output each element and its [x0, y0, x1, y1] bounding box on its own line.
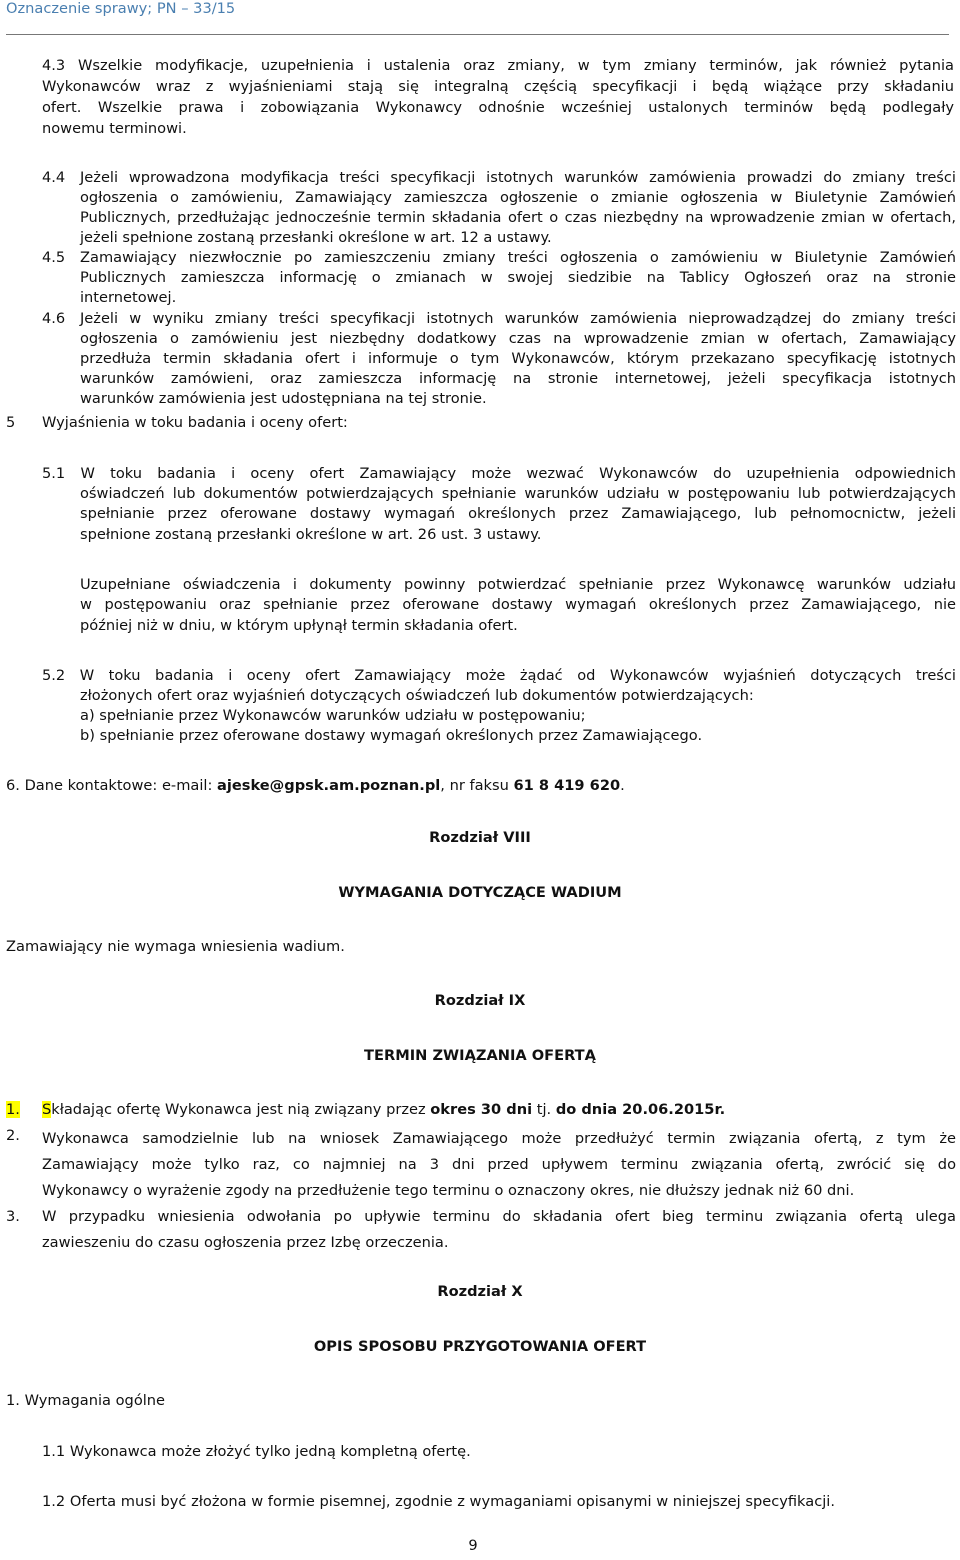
ch9-item-1-mid: tj.	[532, 1101, 556, 1118]
p4-6-line-3: przedłuża termin składania ofert i informuje o tym Wykonawców, którym przekazano specyfikację istotnych	[80, 350, 956, 367]
ch9-item-1-number-text: 1.	[6, 1101, 20, 1118]
p5-1b-line-1: Uzupełniane oświadczenia i dokumenty powinny potwierdzać spełnianie przez Wykonawcę warunków udziału	[80, 576, 956, 593]
p5-2-line-1: 5.2 W toku badania i oceny ofert Zamawiający może żądać od Wykonawców wyjaśnień dotyczących treści	[42, 667, 956, 684]
contact-prefix: 6. Dane kontaktowe: e-mail:	[6, 777, 218, 794]
ch9-item-1-date: do dnia 20.06.2015r.	[555, 1101, 726, 1118]
ch9-item-1-days: okres 30 dni	[430, 1101, 533, 1118]
ch9-item-3-number: 3.	[6, 1208, 20, 1225]
chapter-9-heading: Rozdział IX	[434, 992, 526, 1009]
p5-2-item-b: b) spełnianie przez oferowane dostawy wymagań określonych przez Zamawiającego.	[80, 727, 703, 744]
contact-mid: , nr faksu	[440, 777, 514, 794]
p5-1-line-4: spełnione zostaną przesłanki określone w art. 26 ust. 3 ustawy.	[80, 526, 542, 543]
p4-6-line-1: Jeżeli w wyniku zmiany treści specyfikacji istotnych warunków zamówienia nieprowadządzej do zmiany treści	[80, 310, 956, 327]
ch9-item-3-line-2: zawieszeniu do czasu ogłoszenia przez Izbę orzeczenia.	[42, 1234, 449, 1251]
p5-1-line-2: oświadczeń lub dokumentów potwierdzających spełnianie warunków udziału w postępowaniu lub potwierdzających	[80, 485, 956, 502]
page-number: 9	[468, 1537, 478, 1554]
chapter-8-text: Zamawiający nie wymaga wniesienia wadium.	[6, 938, 345, 955]
p5-1-line-1: 5.1 W toku badania i oceny ofert Zamawiający może wezwać Wykonawców do uzupełnienia odpowiednich	[42, 465, 956, 482]
header-divider	[6, 34, 949, 35]
p4-6-line-2: ogłoszenia o zamówieniu jest niezbędny dodatkowy czas na wprowadzenie zmian w ofertach, Zamawiający	[80, 330, 956, 347]
p4-4-line-4: jeżeli spełnione zostaną przesłanki określone w art. 12 a ustawy.	[80, 229, 552, 246]
p4-5-line-2: Publicznych zamieszcza informację o zmianach w swojej siedzibie na Tablicy Ogłoszeń oraz na stronie	[80, 269, 956, 286]
contact-fax: 61 8 419 620	[513, 777, 621, 794]
ch9-item-1-text: kładając ofertę Wykonawca jest nią związany przez	[51, 1101, 431, 1118]
ch10-item-1-1: 1.1 Wykonawca może złożyć tylko jedną kompletną ofertę.	[42, 1443, 471, 1460]
ch10-item-1: 1. Wymagania ogólne	[6, 1392, 166, 1409]
p4-4-line-3: Publicznych, przedłużając jednocześnie termin składania ofert o czas niezbędny na wprowadzenie zmian w ofertach,	[80, 209, 956, 226]
chapter-9-title: TERMIN ZWIĄZANIA OFERTĄ	[364, 1047, 596, 1064]
chapter-8-title: WYMAGANIA DOTYCZĄCE WADIUM	[338, 884, 622, 901]
p5-1-line-3: spełnianie przez oferowane dostawy wymagań określonych przez Zamawiającego, lub pełnomocnictw, jeżeli	[80, 505, 956, 522]
chapter-8-heading: Rozdział VIII	[429, 829, 531, 846]
p5-2-line-2: złożonych ofert oraz wyjaśnień dotyczących oświadczeń lub dokumentów potwierdzających:	[80, 687, 754, 704]
ch9-item-2-number: 2.	[6, 1127, 20, 1144]
p4-6-number: 4.6	[42, 310, 66, 327]
p4-5-line-1: Zamawiający niezwłocznie po zamieszczeniu zmiany treści ogłoszenia o zamówieniu w Biuletynie Zamówień	[80, 249, 956, 266]
section-5-number: 5	[6, 414, 16, 431]
p4-5-number: 4.5	[42, 249, 66, 266]
ch9-item-3-line-1: W przypadku wniesienia odwołania po upływie terminu do składania ofert bieg terminu związania ofertą ulega	[42, 1208, 956, 1225]
contact-end: .	[620, 777, 625, 794]
p5-2-item-a: a) spełnianie przez Wykonawców warunków udziału w postępowaniu;	[80, 707, 586, 724]
ch10-item-1-2: 1.2 Oferta musi być złożona w formie pisemnej, zgodnie z wymaganiami opisanymi w niniejszej specyfikacji.	[42, 1493, 835, 1510]
p4-4-line-2: ogłoszenia o zamówieniu, Zamawiający zamieszcza ogłoszenie o zmianie ogłoszenia w Biuletynie Zamówień	[80, 189, 956, 206]
p4-3-line-2: Wykonawców wraz z wyjaśnieniami stają się integralną częścią specyfikacji i będą wiążące przy składaniu	[42, 78, 954, 95]
p4-6-line-5: warunków zamówienia jest udostępniana na tej stronie.	[80, 390, 487, 407]
p4-3-line-1: 4.3 Wszelkie modyfikacje, uzupełnienia i ustalenia oraz zmiany, w tym zmiany terminów, jak również pytania	[42, 57, 954, 74]
section-5-title: Wyjaśnienia w toku badania i oceny ofert:	[42, 414, 348, 431]
p5-1b-line-3: później niż w dniu, w którym upłynął termin składania ofert.	[80, 617, 518, 634]
ch9-item-1-number	[6, 1100, 20, 1120]
p4-3-line-3: ofert. Wszelkie prawa i zobowiązania Wykonawcy odnośnie wcześniej ustalonych terminów będą podlegały	[42, 99, 954, 116]
case-reference: Oznaczenie sprawy; PN – 33/15	[6, 0, 236, 17]
p4-5-line-3: internetowej.	[80, 289, 177, 306]
ch9-item-2-line-3: Wykonawcy o wyrażenie zgody na przedłużenie tego terminu o oznaczony okres, nie dłuższy jednak niż 60 dni.	[42, 1182, 855, 1199]
contact-line	[6, 776, 625, 796]
p4-4-number: 4.4	[42, 169, 66, 186]
ch9-item-2-line-1: Wykonawca samodzielnie lub na wniosek Zamawiającego może przedłużyć termin związania ofertą, z tym że	[42, 1130, 956, 1147]
ch9-item-1-first-char: S	[42, 1101, 52, 1118]
ch9-item-2-line-2: Zamawiający może tylko raz, co najmniej na 3 dni przed upływem terminu związania ofertą, zwrócić się do	[42, 1156, 956, 1173]
chapter-10-heading: Rozdział X	[437, 1283, 523, 1300]
p4-4-line-1: Jeżeli wprowadzona modyfikacja treści specyfikacji istotnych warunków zamówienia prowadzi do zmiany treści	[80, 169, 956, 186]
p5-1b-line-2: w postępowaniu oraz spełnianie przez oferowane dostawy wymagań określonych przez Zamawiającego, nie	[80, 596, 956, 613]
contact-email: ajeske@gpsk.am.poznan.pl	[217, 777, 441, 794]
p4-6-line-4: warunków zamówieni, oraz zamieszcza informację na stronie internetowej, jeżeli specyfikacja istotnych	[80, 370, 956, 387]
ch9-item-1	[42, 1100, 725, 1120]
chapter-10-title: OPIS SPOSOBU PRZYGOTOWANIA OFERT	[313, 1338, 647, 1355]
p4-3-line-4: nowemu terminowi.	[42, 120, 187, 137]
